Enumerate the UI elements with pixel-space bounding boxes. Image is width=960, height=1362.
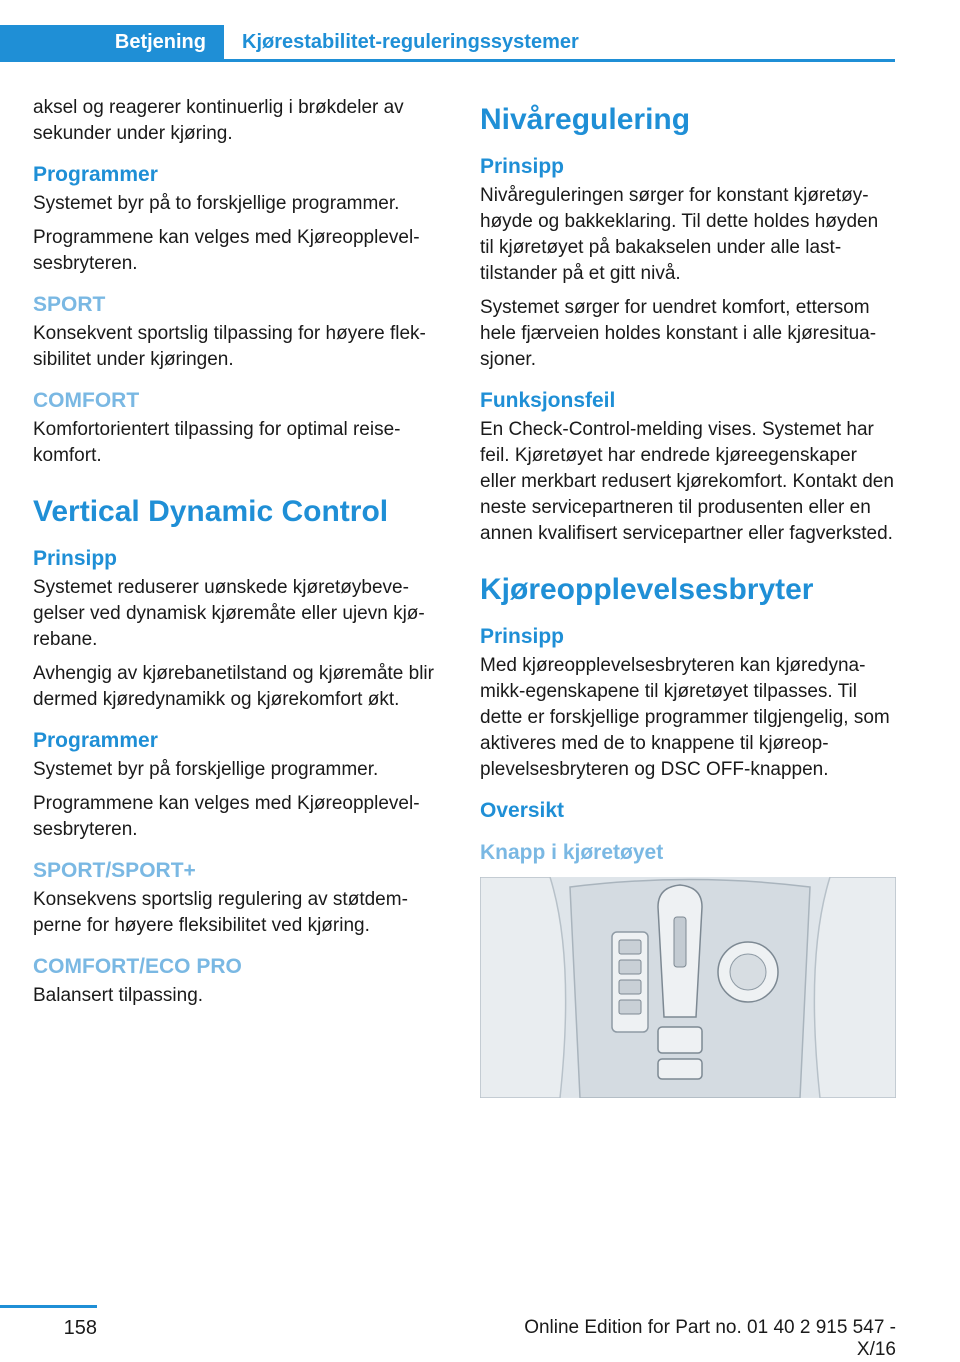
- vdc-principle-paragraph: Avhengig av kjørebanetilstand og kjøremåte blir dermed kjøredynamikk og kjørekomfort økt.: [33, 663, 434, 710]
- malfunction-text: En Check-Control-melding vises. Systemet har feil. Kjøretøyet har endrede kjøreegenskaper eller merkbart redusert kjørekomfort. Kontakt den neste servicepartneren til produsenten eller en annen kvalifisert servicepartner eller fagverksted.: [480, 419, 894, 544]
- sportplus-heading: SPORT/SPORT+: [33, 859, 196, 882]
- level-title: Nivåregulering: [480, 103, 691, 136]
- programs-paragraph: Systemet byr på to forskjellige programmer.: [33, 193, 400, 214]
- switch-title: Kjøreopplevelsesbryter: [480, 573, 814, 606]
- programs-paragraph: Programmene kan velges med Kjøreopplevelsesbryteren.: [33, 227, 420, 274]
- level-principle-paragraph: Systemet sørger for uendret komfort, ettersom hele fjærveien holdes konstant i alle kjøresituasjoner.: [480, 297, 877, 370]
- switch-principle-heading: Prinsipp: [480, 625, 565, 648]
- vdc-principle-paragraph: Systemet reduserer uønskede kjøretøybevegelser ved dynamisk kjøremåte eller ujevn kjørebane.: [33, 577, 425, 650]
- right-column: [480, 95, 896, 1098]
- auto-hold-button: [658, 1059, 702, 1079]
- level-principle-heading: Prinsipp: [480, 155, 565, 178]
- sport-heading: SPORT: [33, 293, 106, 316]
- intro-paragraph: aksel og reagerer kontinuerlig i brøkdeler av sekunder under kjøring.: [33, 97, 404, 144]
- sport-text: Konsekvent sportslig tilpassing for høyere fleksibilitet under kjøringen.: [33, 323, 426, 370]
- comforteco-heading: COMFORT/ECO PRO: [33, 955, 242, 978]
- comfort-text: Komfortorientert tilpassing for optimal reisekomfort.: [33, 419, 401, 466]
- switch-principle-text: Med kjøreopplevelsesbryteren kan kjøredynamikk-egenskapene til kjøretøyet tilpasses. Til dette er forskjellige programmer tilgjengelig, som aktiveres med de to knappene til kjøreopplevelsesbryteren og DSC OFF-knappen.: [480, 655, 890, 780]
- center-console-illustration: [480, 877, 896, 1098]
- center-console-figure: [480, 877, 896, 1098]
- footer-rule: [0, 1305, 97, 1308]
- vdc-programs-paragraph: Programmene kan velges med Kjøreopplevelsesbryteren.: [33, 793, 420, 840]
- level-principle-paragraph: Nivåreguleringen sørger for konstant kjøretøyhøyde og bakkeklaring. Til dette holdes høyden til kjøretøyet på bakakselen under alle lasttilstander på et gitt nivå.: [480, 185, 879, 284]
- sportplus-text: Konsekvens sportslig regulering av støtdemperne for høyere fleksibilitet ved kjøring.: [33, 889, 408, 936]
- programs-heading: Programmer: [33, 163, 158, 186]
- vdc-programs-heading: Programmer: [33, 729, 158, 752]
- vdc-title: Vertical Dynamic Control: [33, 495, 389, 528]
- comforteco-text: Balansert tilpassing.: [33, 985, 204, 1006]
- vdc-principle-heading: Prinsipp: [33, 547, 118, 570]
- section-title[interactable]: Kjørestabilitet-reguleringssystemer: [242, 31, 579, 53]
- parking-brake-button: [658, 1027, 702, 1053]
- page-number: 158: [63, 1317, 97, 1339]
- malfunction-heading: Funksjonsfeil: [480, 389, 616, 412]
- comfort-heading: COMFORT: [33, 389, 140, 412]
- chapter-tab[interactable]: Betjening: [0, 25, 224, 59]
- left-column: [33, 95, 447, 1017]
- button-heading: Knapp i kjøretøyet: [480, 841, 664, 864]
- overview-heading: Oversikt: [480, 799, 565, 822]
- edition-note: Online Edition for Part no. 01 40 2 915 547 - X/16: [524, 1317, 896, 1360]
- header-tabbar: [0, 25, 895, 62]
- vdc-programs-paragraph: Systemet byr på forskjellige programmer.: [33, 759, 379, 780]
